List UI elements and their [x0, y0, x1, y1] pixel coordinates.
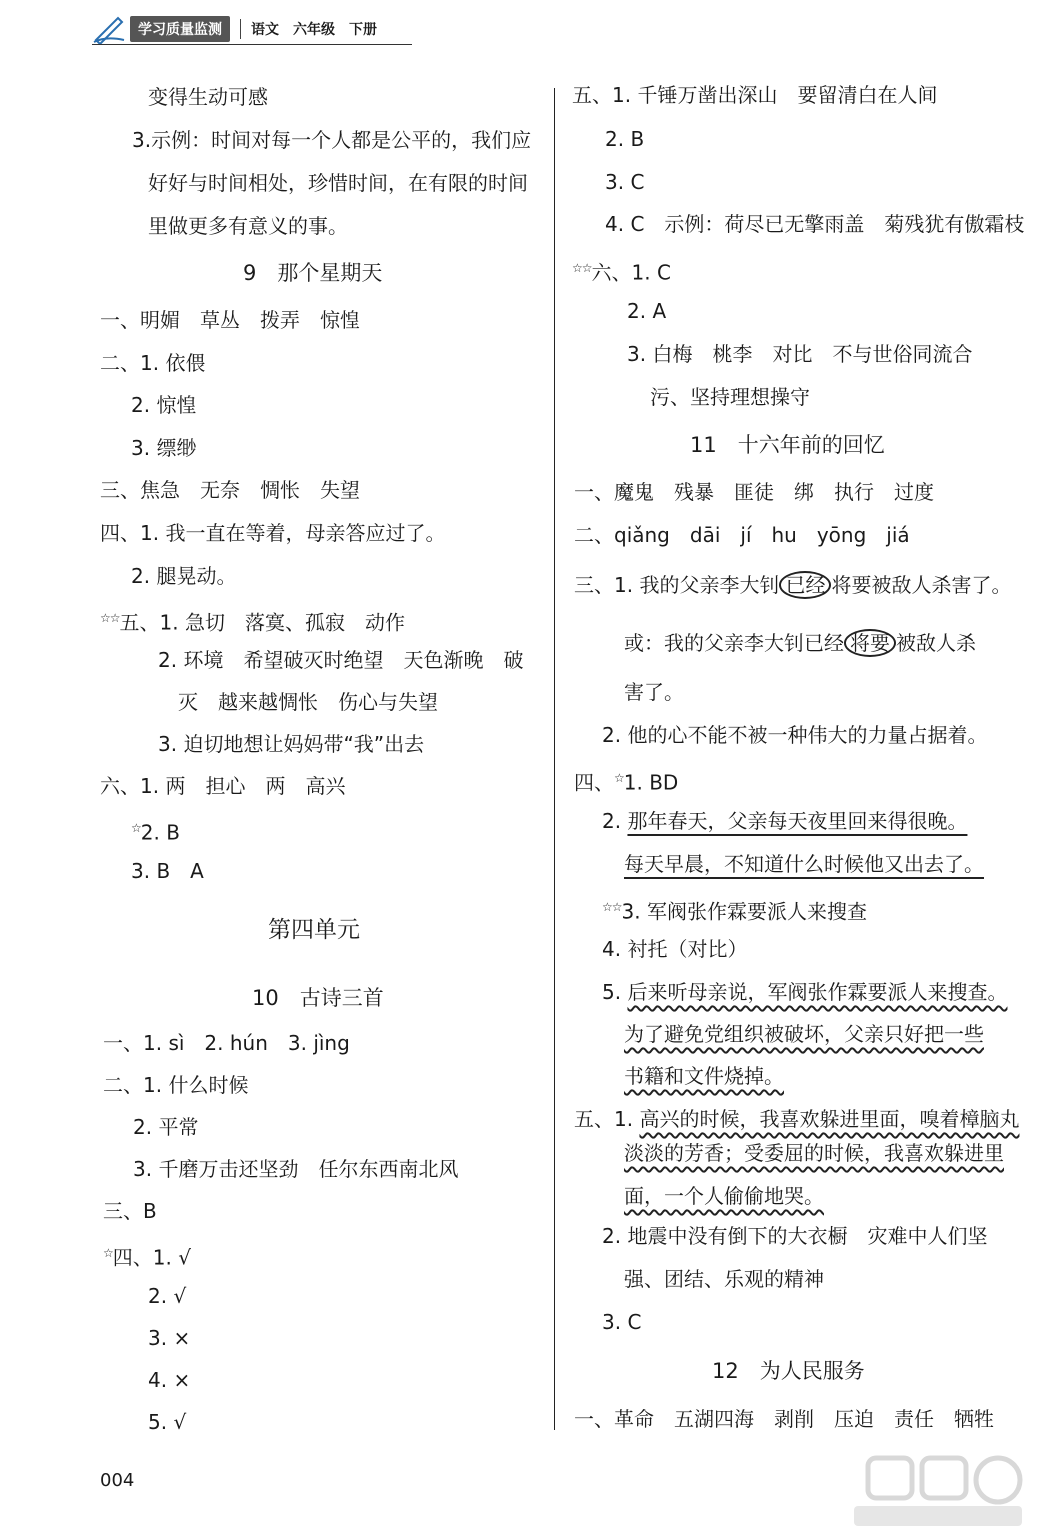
answer-line: 5. 后来听母亲说，军阀张作霖要派人来搜查。	[602, 980, 1008, 1004]
answer-line: 害了。	[624, 680, 684, 704]
answer-line: 2. 腿晃动。	[131, 564, 237, 588]
lesson-title: 9 那个星期天	[243, 261, 383, 285]
answer-line: 三、B	[103, 1199, 157, 1223]
lesson-title: 10 古诗三首	[252, 986, 384, 1010]
wavy-underlined-sentence: 后来听母亲说，军阀张作霖要派人来搜查。	[627, 980, 1008, 1004]
wavy-underlined-sentence: 高兴的时候，我喜欢躲进里面，嗅着樟脑丸	[639, 1107, 1020, 1131]
series-title: 学习质量监测	[130, 16, 230, 42]
answer-line: 变得生动可感	[148, 85, 268, 109]
answer-line: 四、☆1. BD	[574, 770, 679, 795]
answer-line: 5. √	[148, 1410, 187, 1434]
answer-line: 4. 衬托（对比）	[602, 937, 748, 961]
answer-line: 或：我的父亲李大钊已经 将要 被敌人杀	[624, 631, 976, 655]
page-header	[92, 14, 391, 44]
wavy-underlined-sentence: 淡淡的芳香；受委屈的时候，我喜欢躲进里	[624, 1141, 1004, 1165]
answer-line: 3. 缥缈	[131, 436, 197, 460]
answer-line: 3. 迫切地想让妈妈带“我”出去	[158, 732, 425, 756]
answer-line: 2. 环境 希望破灭时绝望 天色渐晚 破	[158, 648, 524, 672]
answer-line: 五、1. 千锤万凿出深山 要留清白在人间	[572, 83, 938, 107]
circled-word: 已经	[779, 571, 831, 599]
answer-line: 2. 他的心不能不被一种伟大的力量占据着。	[602, 723, 988, 747]
answer-line: ☆☆3. 军阀张作霖要派人来搜查	[602, 899, 867, 924]
answer-line: 三、1. 我的父亲李大钊 已经 将要被敌人杀害了。	[574, 573, 1012, 597]
answer-line: 一、革命 五湖四海 剥削 压迫 责任 牺牲	[574, 1407, 994, 1431]
answer-line: 一、1. sì 2. hún 3. jìng	[103, 1031, 350, 1055]
answer-line: 3.示例：时间对每一个人都是公平的，我们应	[132, 128, 532, 152]
answer-line: ☆☆六、1. C	[572, 260, 671, 285]
lesson-title: 11 十六年前的回忆	[690, 433, 885, 457]
answer-line: 2. B	[605, 127, 645, 151]
answer-line: ☆四、1. √	[103, 1245, 191, 1270]
subject-label: 语文	[251, 22, 279, 38]
answer-line: 一、魔鬼 残暴 匪徒 绑 执行 过度	[574, 480, 934, 504]
answer-line: 3. C	[602, 1310, 642, 1334]
answer-line: 污、坚持理想操守	[650, 385, 810, 409]
watermark-logo	[848, 1452, 1028, 1532]
answer-line: 二、qiǎng dāi jí hu yōng jiá	[574, 523, 910, 547]
answer-line: 2. A	[627, 299, 667, 323]
difficulty-stars: ☆	[614, 771, 624, 785]
wavy-underlined-sentence: 面，一个人偷偷地哭。	[624, 1184, 824, 1208]
answer-line: 二、1. 什么时候	[103, 1073, 249, 1097]
answer-line: 强、团结、乐观的精神	[624, 1267, 824, 1291]
header-rule	[92, 44, 412, 45]
difficulty-stars: ☆☆	[572, 261, 592, 275]
answer-line: 3. 千磨万击还坚劲 任尔东西南北风	[133, 1157, 459, 1181]
difficulty-stars: ☆	[131, 821, 141, 835]
answer-line: 好好与时间相处，珍惜时间，在有限的时间	[148, 171, 528, 195]
answer-line: 2. 地震中没有倒下的大衣橱 灾难中人们坚	[602, 1224, 988, 1248]
answer-line: 3. B A	[131, 859, 204, 883]
answer-line: 六、1. 两 担心 两 高兴	[100, 774, 346, 798]
underlined-sentence: 每天早晨，不知道什么时候他又出去了。	[624, 852, 984, 876]
answer-line: 4. C 示例：荷尽已无擎雨盖 菊残犹有傲霜枝	[605, 212, 1025, 236]
wavy-underlined-sentence: 为了避免党组织被破坏，父亲只好把一些	[624, 1022, 984, 1046]
circled-word: 将要	[844, 629, 896, 657]
answer-line: 一、明媚 草丛 拨弄 惊惶	[100, 308, 360, 332]
difficulty-stars: ☆	[103, 1246, 113, 1260]
answer-line: 3. 白梅 桃李 对比 不与世俗同流合	[627, 342, 973, 366]
answer-line: 三、焦急 无奈 惆怅 失望	[100, 478, 360, 502]
underlined-sentence: 那年春天，父亲每天夜里回来得很晚。	[627, 809, 968, 833]
answer-line: ☆☆五、1. 急切 落寞、孤寂 动作	[100, 610, 405, 635]
answer-line: 2. 惊惶	[131, 393, 197, 417]
answer-line: 灭 越来越惆怅 伤心与失望	[178, 690, 438, 714]
answer-line: 4. ×	[148, 1368, 191, 1392]
answer-line: 五、1. 高兴的时候，我喜欢躲进里面，嗅着樟脑丸	[574, 1107, 1020, 1131]
answer-line: 二、1. 依偎	[100, 351, 206, 375]
answer-line: 2. √	[148, 1284, 187, 1308]
volume-label: 下册	[349, 22, 377, 38]
answer-line: 3. C	[605, 170, 645, 194]
difficulty-stars: ☆☆	[602, 900, 622, 914]
unit-title: 第四单元	[268, 917, 360, 943]
answer-line: 四、1. 我一直在等着，母亲答应过了。	[100, 521, 446, 545]
answer-line: ☆2. B	[131, 820, 180, 845]
lesson-title: 12 为人民服务	[712, 1359, 865, 1383]
wavy-underlined-sentence: 书籍和文件烧掉。	[624, 1064, 784, 1088]
header-separator	[240, 19, 241, 39]
answer-line: 2. 那年春天，父亲每天夜里回来得很晚。	[602, 809, 968, 833]
column-divider	[554, 88, 555, 1430]
grade-label: 六年级	[293, 22, 335, 38]
answer-line: 2. 平常	[133, 1115, 199, 1139]
difficulty-stars: ☆☆	[100, 611, 120, 625]
page-number: 004	[100, 1470, 135, 1491]
pen-icon	[92, 14, 126, 44]
answer-line: 3. ×	[148, 1326, 191, 1350]
answer-line: 里做更多有意义的事。	[148, 214, 348, 238]
